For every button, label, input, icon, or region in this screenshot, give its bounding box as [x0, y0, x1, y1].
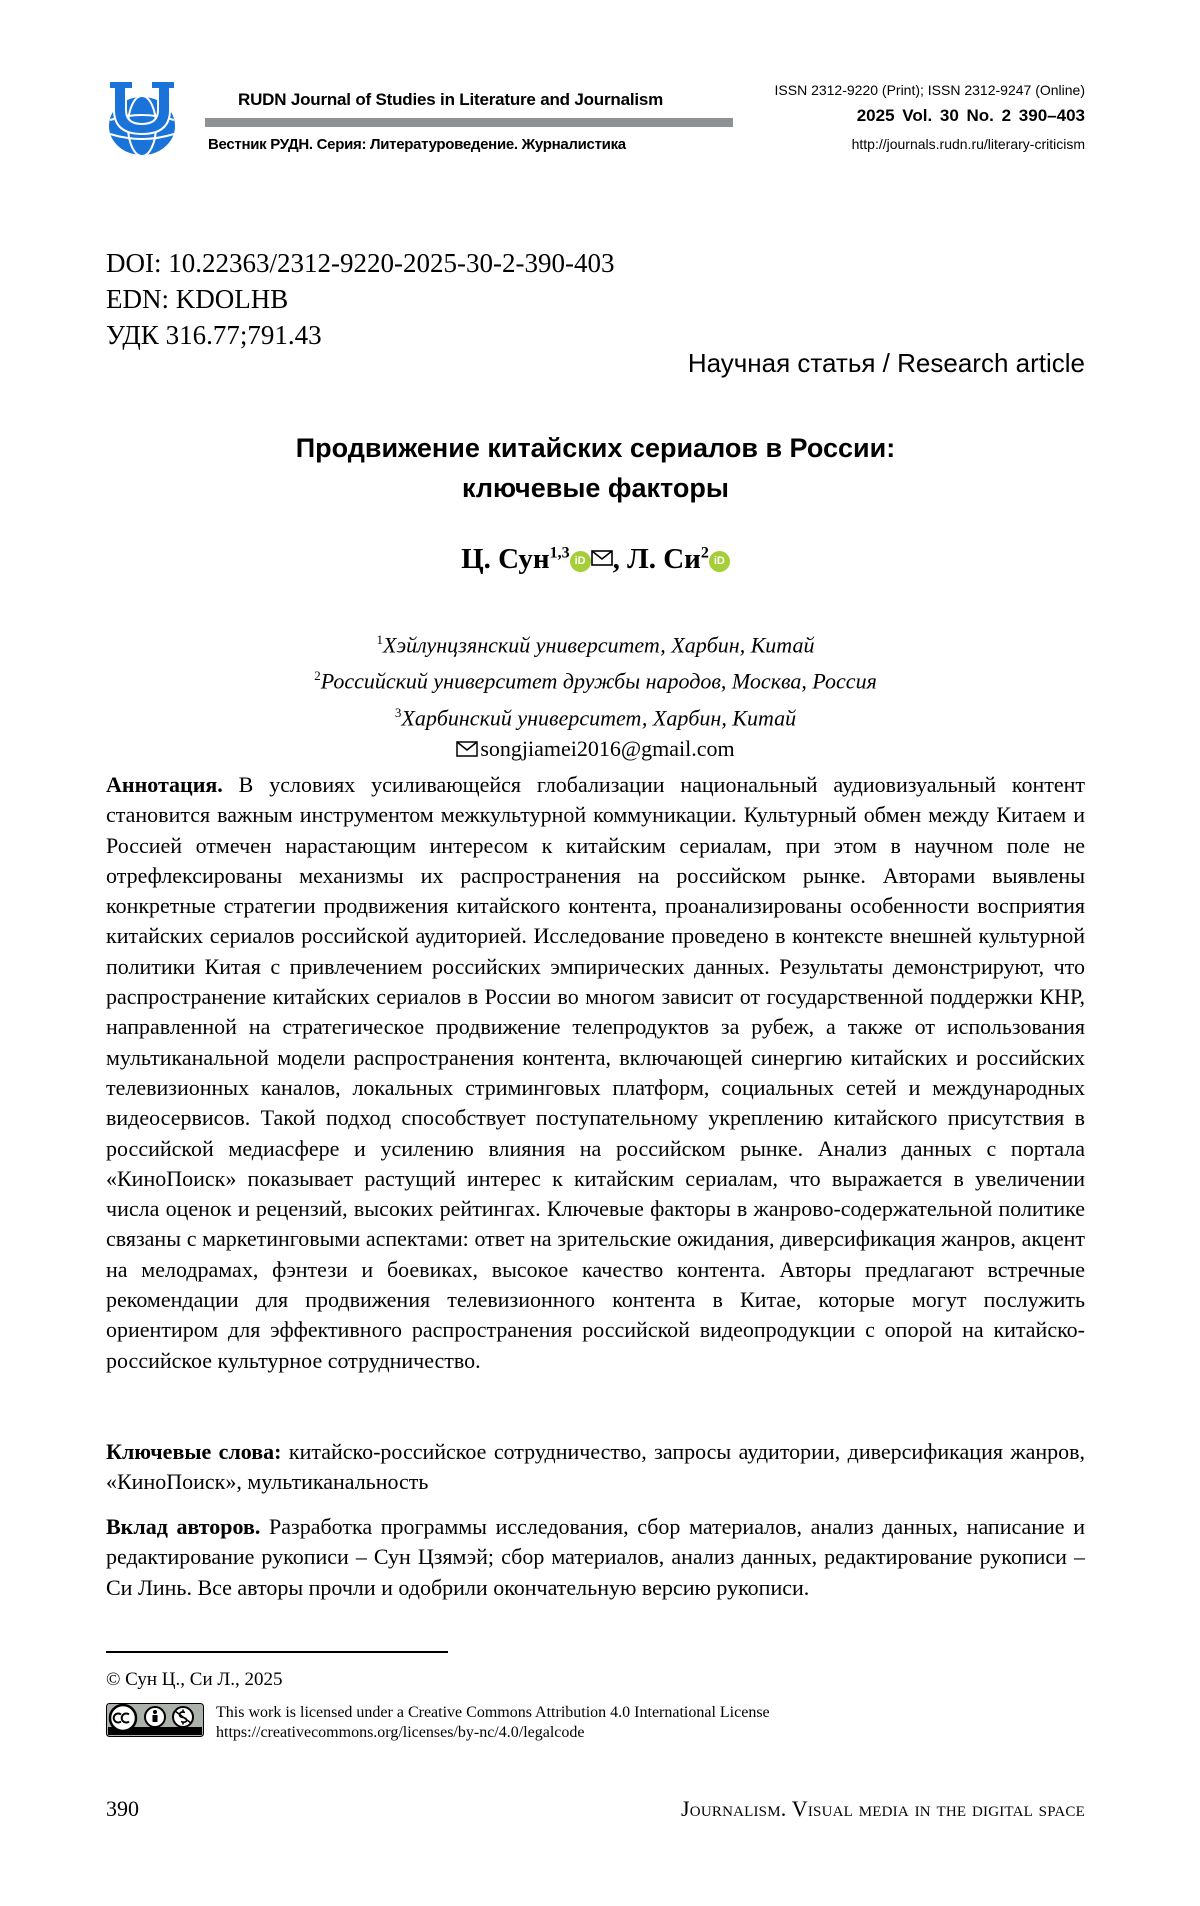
affiliation-1-number: 1: [376, 632, 384, 647]
affiliation-2: [106, 660, 1085, 696]
author-separator: ,: [612, 543, 628, 575]
affiliation-1: [106, 624, 1085, 660]
license-url[interactable]: https://creativecommons.org/licenses/by-nc/4.0/legalcode: [216, 1724, 585, 1741]
journal-meta: [775, 82, 1086, 152]
abstract-text: В условиях усиливающейся глобализации национальный аудиовизуальный контент становится важным инструментом межкультурной коммуникации. Культурный обмен между Китаем и Россией отмечен нарастающим интересом к китайским сериалам, при этом в научном поле не отрефлексированы механизмы их распространения на российском рынке. Авторами выявлены конкретные стратегии продвижения китайского контента, проанализированы особенности восприятия китайских сериалов российской аудиторией. Исследование проведено в контексте внешней культурной политики Китая с привлечением российских эмпирических данных. Результаты демонстрируют, что распространение китайских сериалов в России во многом зависит от государственной поддержки КНР, направленной на стратегическое продвижение телепродуктов за рубеж, а также от использования мультиканальной модели распространения контента, включающей синергию китайских и российских телевизионных каналов, локальных стриминговых платформ, социальных сетей и международных видеосервисов. Такой подход способствует поступательному укреплению китайского присутствия в российской медиасфере и усилению влияния на российском рынке. Анализ данных с портала «КиноПоиск» показывает растущий интерес к китайским сериалам, что выражается в увеличении числа оценок и рецензий, высоких рейтингах. Ключевые факторы в жанрово-содержательной политике связаны с маркетинговыми аспектами: ответ на зрительские ожидания, диверсификация жанров, акцент на мелодрамах, фэнтези и боевиках, высокое качество контента. Авторы предлагают встречные рекомендации для продвижения телевизионного контента в Китае, которые могут послужить ориентиром для эффективного распространения российской видеопродукции с опорой на китайско-российское культурное сотрудничество.: [106, 772, 1085, 1373]
affiliation-2-number: 2: [314, 668, 321, 684]
contact-email: [106, 733, 1085, 764]
header-rule: [205, 118, 733, 127]
author-2-name: Л. Си: [627, 543, 701, 575]
abstract-label: Аннотация.: [106, 772, 223, 797]
journal-url[interactable]: http://journals.rudn.ru/literary-criticism: [851, 136, 1085, 152]
title-line-2: ключевые факторы: [462, 473, 729, 503]
issn: ISSN 2312-9220 (Print); ISSN 2312-9247 (Online): [774, 82, 1085, 98]
keywords-text: китайско-российское сотрудничество, запросы аудитории, диверсификация жанров, «КиноПоиск», мультиканальность: [106, 1439, 1086, 1495]
orcid-icon[interactable]: iD: [570, 551, 591, 572]
article-identifiers: [106, 245, 614, 353]
author-2-affiliations: 2: [700, 544, 709, 562]
rudn-logo: [102, 80, 188, 160]
footnote-rule: [106, 1651, 448, 1653]
affiliation-2-text: Российский университет дружбы народов, Москва, Россия: [320, 668, 877, 694]
udk: УДК 316.77;791.43: [106, 320, 322, 350]
affiliation-3-number: 3: [394, 704, 402, 720]
contribution-text: Разработка программы исследования, сбор материалов, анализ данных, написание и редактирование рукописи – Сун Цзямэй; сбор материалов, анализ данных, редактирование рукописи – Си Линь. Все авторы прочли и одобрили окончательную версию рукописи.: [106, 1514, 1085, 1600]
author-1-name: Ц. Сун: [461, 543, 550, 575]
journal-title-en: RUDN Journal of Studies in Literature and Journalism: [238, 90, 664, 109]
cc-by-nc-license-badge[interactable]: [106, 1703, 204, 1737]
keywords: [106, 1437, 1085, 1498]
license-line-1: This work is licensed under a Creative Commons Attribution 4.0 International License: [216, 1704, 770, 1721]
affiliation-3-text: Харбинский университет, Харбин, Китай: [401, 704, 797, 730]
license-notice: [216, 1703, 770, 1743]
article-title: [106, 428, 1085, 508]
email-address[interactable]: songjiamei2016@gmail.com: [480, 735, 735, 761]
volume-info: 2025 Vol. 30 No. 2 390–403: [856, 106, 1085, 125]
edn: EDN: KDOLHB: [106, 284, 289, 314]
orcid-icon[interactable]: iD: [709, 551, 730, 572]
envelope-icon: [456, 741, 478, 757]
abstract: [106, 770, 1085, 1376]
envelope-icon[interactable]: [591, 550, 613, 566]
author-contribution: [106, 1512, 1085, 1603]
article-type: Научная статья / Research article: [687, 348, 1085, 378]
affiliations: [106, 624, 1085, 764]
page-number: 390: [106, 1796, 139, 1821]
affiliation-1-text: Хэйлунцзянский университет, Харбин, Китай: [383, 632, 815, 658]
keywords-label: Ключевые слова:: [106, 1439, 282, 1464]
authors: [106, 543, 1085, 576]
affiliation-3: [106, 697, 1085, 733]
copyright: © Сун Ц., Си Л., 2025: [106, 1669, 283, 1690]
author-1-affiliations: 1,3: [549, 544, 570, 562]
journal-title-ru: Вестник РУДН. Серия: Литературоведение. Журналистика: [208, 136, 626, 153]
contribution-label: Вклад авторов.: [106, 1514, 261, 1539]
doi[interactable]: DOI: 10.22363/2312-9220-2025-30-2-390-403: [106, 248, 615, 278]
title-line-1: Продвижение китайских сериалов в России:: [295, 433, 896, 463]
running-title: Journalism. Visual media in the digital space: [681, 1796, 1085, 1821]
